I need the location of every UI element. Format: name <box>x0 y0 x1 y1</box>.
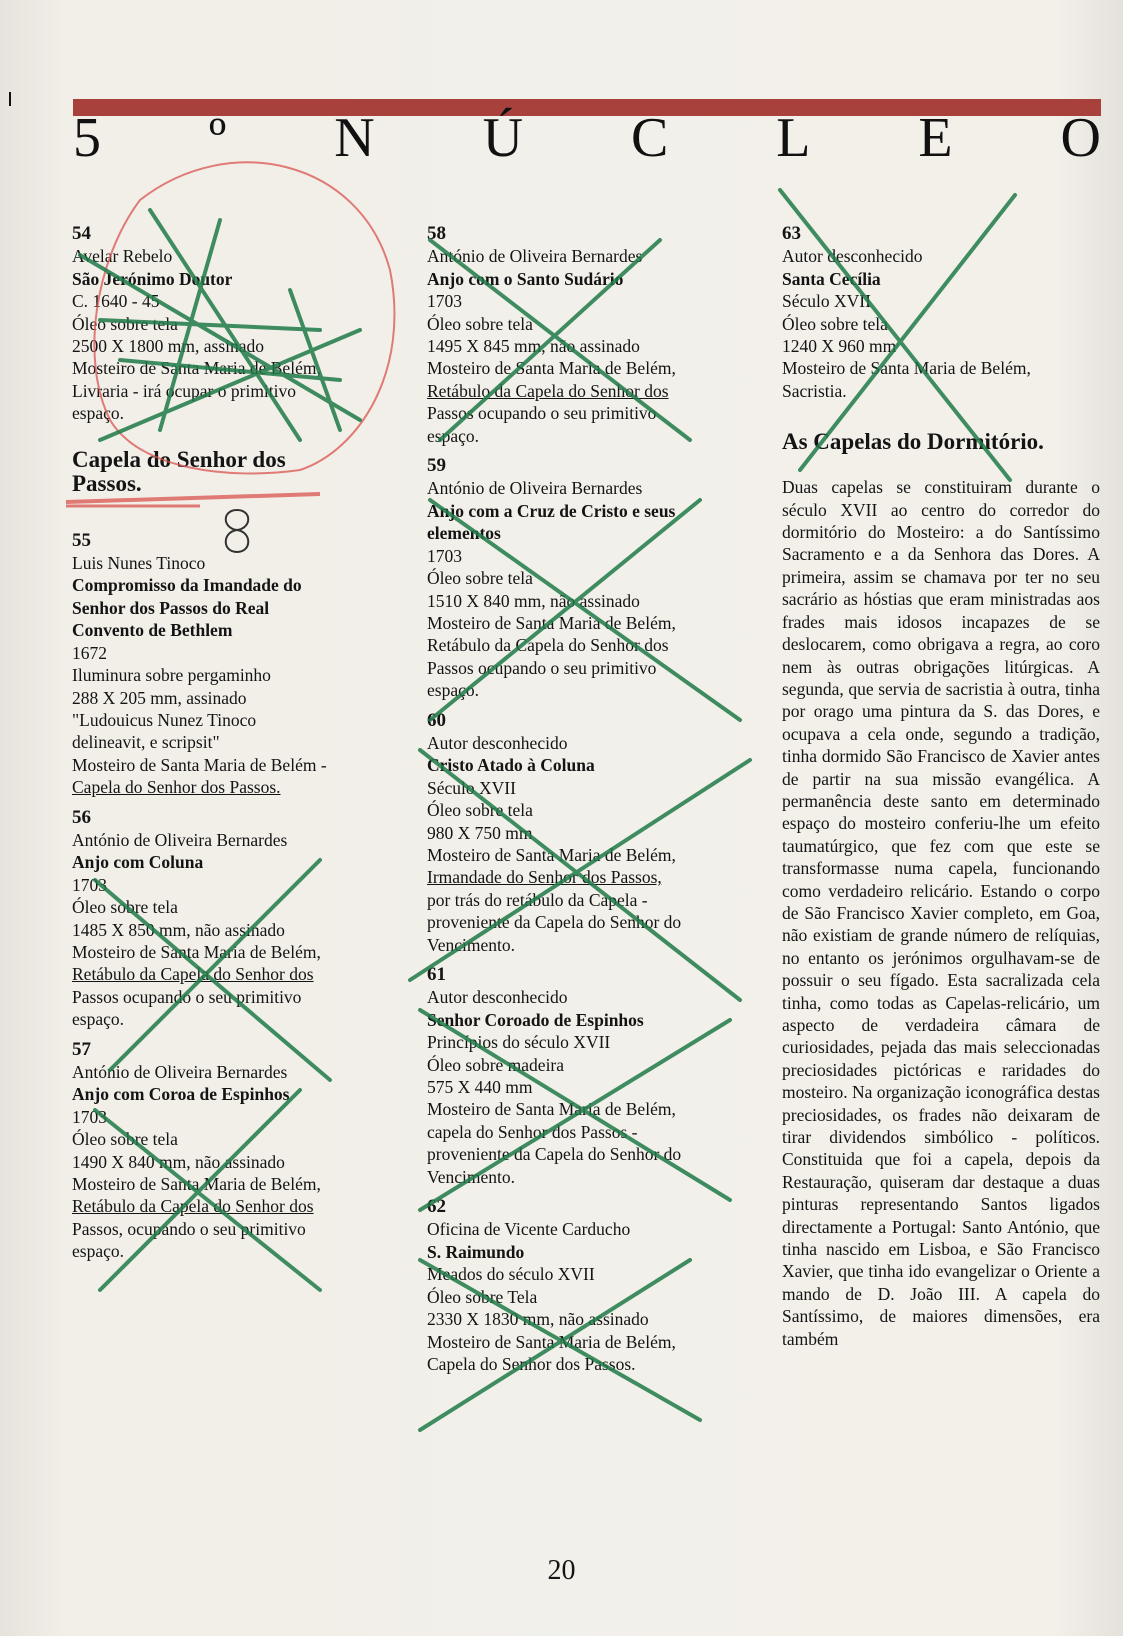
entry-number: 59 <box>427 455 446 477</box>
heading-letter: E <box>918 107 953 169</box>
entry-location: Passos ocupando o seu primitivo <box>72 986 302 1007</box>
entry-location: Mosteiro de Santa Maria de Belém, <box>427 1099 676 1120</box>
heading-letter: N <box>334 107 375 169</box>
entry-date: 1672 <box>72 642 107 663</box>
catalog-entry-58 <box>427 223 752 447</box>
catalog-entry-56 <box>72 807 387 1031</box>
entry-location: capela do Senhor dos Passos - <box>427 1121 638 1142</box>
margin-mark <box>9 92 11 106</box>
entry-number: 54 <box>72 223 91 244</box>
entry-medium: Óleo sobre tela <box>72 313 178 334</box>
entry-location: Mosteiro de Santa Maria de Belém, <box>427 358 676 379</box>
entry-author: António de Oliveira Bernardes <box>427 246 643 267</box>
entry-number: 57 <box>72 1038 91 1060</box>
column-middle <box>427 223 752 1375</box>
entry-number: 63 <box>782 223 801 244</box>
entry-medium: Óleo sobre tela <box>427 800 533 821</box>
catalog-entry-59 <box>427 455 752 701</box>
entry-title: Cristo Atado à Coluna <box>427 755 595 776</box>
entry-dimensions: 2330 X 1830 mm, não assinado <box>427 1309 649 1330</box>
entry-dimensions: 1495 X 845 mm, não assinado <box>427 336 640 357</box>
entry-location: Mosteiro de Santa Maria de Belém, <box>427 612 676 633</box>
entry-location: por trás do retábulo da Capela - <box>427 889 648 910</box>
entry-dimensions: 575 X 440 mm <box>427 1077 533 1098</box>
entry-location: Retábulo da Capela do Senhor dos <box>427 380 669 401</box>
entry-title: Anjo com o Santo Sudário <box>427 268 624 289</box>
entry-dimensions: 1485 X 850 mm, não assinado <box>72 919 285 940</box>
entry-medium: Óleo sobre madeira <box>427 1054 565 1075</box>
entry-medium: Óleo sobre tela <box>427 313 533 334</box>
entry-location: Mosteiro de Santa Maria de Belém, <box>427 1331 676 1352</box>
entry-dimensions: 2500 X 1800 mm, assinado <box>72 336 265 357</box>
catalog-entry-57 <box>72 1039 387 1263</box>
entry-author: Autor desconhecido <box>427 732 568 753</box>
entry-date: 1703 <box>427 545 462 566</box>
entry-inscription: delineavit, e scripsit" <box>72 732 220 753</box>
entry-author: Avelar Rebelo <box>72 246 173 267</box>
entry-dimensions: 1510 X 840 mm, não assinado <box>427 590 640 611</box>
entry-date: C. 1640 - 45 <box>72 291 160 312</box>
entry-title: Anjo com Coluna <box>72 852 204 873</box>
entry-dimensions: 1490 X 840 mm, não assinado <box>72 1151 285 1172</box>
entry-location: Capela do Senhor dos Passos. <box>72 777 281 798</box>
section-heading-line: Capela do Senhor dos <box>72 446 286 472</box>
entry-title: Senhor dos Passos do Real <box>72 597 270 618</box>
section-heading-capela <box>72 448 387 496</box>
entry-location: espaço. <box>72 403 124 424</box>
heading-letter: L <box>776 107 811 169</box>
entry-title: Senhor Coroado de Espinhos <box>427 1009 644 1030</box>
entry-location: Passos, ocupando o seu primitivo <box>72 1218 306 1239</box>
entry-number: 60 <box>427 709 446 731</box>
page-number: 20 <box>547 1555 576 1586</box>
entry-location: Mosteiro de Santa Maria de Belém - <box>72 754 327 775</box>
catalog-entry-55 <box>72 530 387 799</box>
entry-location: espaço. <box>427 680 479 701</box>
entry-medium: Óleo sobre Tela <box>427 1286 538 1307</box>
entry-number: 62 <box>427 1196 446 1218</box>
entry-author: António de Oliveira Bernardes <box>72 1062 288 1082</box>
entry-title: Santa Cecília <box>782 268 881 289</box>
entry-date: Princípios do século XVII <box>427 1032 611 1053</box>
heading-letter: Ú <box>482 107 524 169</box>
entry-location: Retábulo da Capela do Senhor dos <box>427 635 669 656</box>
entry-medium: Óleo sobre tela <box>782 313 888 334</box>
column-left <box>72 223 387 1263</box>
entry-location: Mosteiro de Santa Maria de Belém, <box>72 941 321 962</box>
entry-date: 1703 <box>72 874 107 895</box>
entry-medium: Óleo sobre tela <box>427 568 533 589</box>
entry-dimensions: 288 X 205 mm, assinado <box>72 687 247 708</box>
heading-letter: º <box>208 107 227 169</box>
entry-location: espaço. <box>427 425 479 446</box>
heading-letter: C <box>630 107 669 169</box>
catalog-entry-61 <box>427 964 752 1188</box>
entry-location: espaço. <box>72 1241 124 1262</box>
entry-title: São Jerónimo Doutor <box>72 268 233 289</box>
entry-medium: Óleo sobre tela <box>72 1129 178 1150</box>
entry-medium: Óleo sobre tela <box>72 897 178 918</box>
entry-date: Meados do século XVII <box>427 1264 595 1285</box>
entry-date: 1703 <box>427 291 462 312</box>
entry-location: Vencimento. <box>427 1166 515 1187</box>
entry-inscription: "Ludouicus Nunez Tinoco <box>72 709 257 730</box>
entry-location: Retábulo da Capela do Senhor dos <box>72 964 314 985</box>
body-paragraph: Duas capelas se constituiram durante o século XVII ao centro do corredor do dormitório do Mosteiro: a do Santíssimo Sacramento e a da Senhora das Dores. A primeira, assim se chamava por ter no seu sacrário as hóstias que eram ministradas aos frades mais idosos incapazes de se deslocarem, como obrigava a regra, ao coro nem às outras obrigações litúrgicas. A segunda, que servia de sacristia à outra, tinha por orago uma pintura da S. das Dores, e ocupava a cela onde, segundo a tradição, tinha dormido São Francisco de Xavier antes de partir na sua missão evangélica. A permanência deste santo em determinado espaço do mosteiro conferiu-lhe um efeito taumatúrgico, que fez com que este se transformasse numa capela, funcionando como verdadeiro relicário. Estando o corpo de São Francisco Xavier completo, em Goa, não existiam de grande número de relíquias, no entanto os jerónimos orgulhavam-se de possuir o seu fígado. Esta sacralizada cela tinha, como todas as Capelas-relicário, um aspecto de verdadeira câmara de curiosidades, pejada das mais seleccionadas preciosidades pictóricas e raridades do mosteiro. Na organização iconográfica destas preciosidades, os frades não deixaram de tirar dividendos simbólico - políticos. Constituida que foi a capela, depois da Restauração, quiseram dar destaque a duas pinturas representando Santos ligados directamente a Portugal: Santo António, que tinha nascido em Lisboa, e São Francisco Xavier, que tinha ido evangelizar o Oriente a mando de D. João III. A capela do Santíssimo, de maiores dimensões, era também <box>782 477 1100 1349</box>
catalog-entry-63 <box>782 223 1100 402</box>
heading-letter: 5 <box>73 107 101 169</box>
entry-number: 55 <box>72 529 91 551</box>
entry-author: Autor desconhecido <box>427 987 568 1008</box>
entry-title: Anjo com a Cruz de Cristo e seus <box>427 500 676 521</box>
entry-author: António de Oliveira Bernardes <box>427 478 643 499</box>
entry-location: Passos ocupando o seu primitivo <box>427 657 657 678</box>
catalog-entry-62 <box>427 1196 752 1375</box>
entry-title: Convento de Bethlem <box>72 620 233 641</box>
entry-location: Mosteiro de Santa Maria de Belém, <box>427 844 676 865</box>
entry-title: Compromisso da Imandade do <box>72 575 302 596</box>
entry-date: Século XVII <box>427 777 516 798</box>
entry-location: Retábulo da Capela do Senhor dos <box>72 1196 314 1217</box>
entry-dimensions: 1240 X 960 mm <box>782 336 897 357</box>
entry-location: Mosteiro de Santa Maria de Belém, <box>72 1174 321 1195</box>
entry-location: Mosteiro de Santa Maria de Belém, <box>782 358 1031 379</box>
column-right <box>782 223 1100 1350</box>
entry-location: Vencimento. <box>427 934 515 955</box>
catalog-entry-54 <box>72 223 387 425</box>
entry-dimensions: 980 X 750 mm <box>427 822 533 843</box>
entry-location: Sacristia. <box>782 380 847 401</box>
entry-date: Século XVII <box>782 291 871 312</box>
catalog-entry-60 <box>427 710 752 956</box>
entry-location: Irmandade do Senhor dos Passos, <box>427 867 662 888</box>
entry-author: Luis Nunes Tinoco <box>72 553 206 574</box>
entry-location: Passos ocupando o seu primitivo <box>427 403 657 424</box>
entry-location: proveniente da Capela do Senhor do <box>427 1144 682 1165</box>
entry-location: espaço. <box>72 1009 124 1030</box>
entry-number: 56 <box>72 806 91 828</box>
entry-title: S. Raimundo <box>427 1241 525 1262</box>
entry-author: Autor desconhecido <box>782 246 923 267</box>
entry-number: 61 <box>427 964 446 985</box>
entry-location: Livraria - irá ocupar o primitivo <box>72 380 297 401</box>
section-heading <box>73 108 1101 168</box>
entry-location: Capela do Senhor dos Passos. <box>427 1353 636 1374</box>
entry-date: 1703 <box>72 1106 107 1127</box>
entry-location: Mosteiro de Santa Maria de Belém, <box>72 358 321 379</box>
entry-author: Oficina de Vicente Carducho <box>427 1219 631 1240</box>
entry-number: 58 <box>427 223 446 244</box>
entry-title: Anjo com Coroa de Espinhos <box>72 1084 290 1105</box>
entry-title: elementos <box>427 523 501 544</box>
entry-location: proveniente da Capela do Senhor do <box>427 912 682 933</box>
entry-medium: Iluminura sobre pergaminho <box>72 665 271 686</box>
entry-author: António de Oliveira Bernardes <box>72 829 288 850</box>
section-heading-line: Passos. <box>72 470 142 496</box>
heading-letter: O <box>1060 107 1101 169</box>
section-heading-dormitorio: As Capelas do Dormitório. <box>782 429 1044 455</box>
